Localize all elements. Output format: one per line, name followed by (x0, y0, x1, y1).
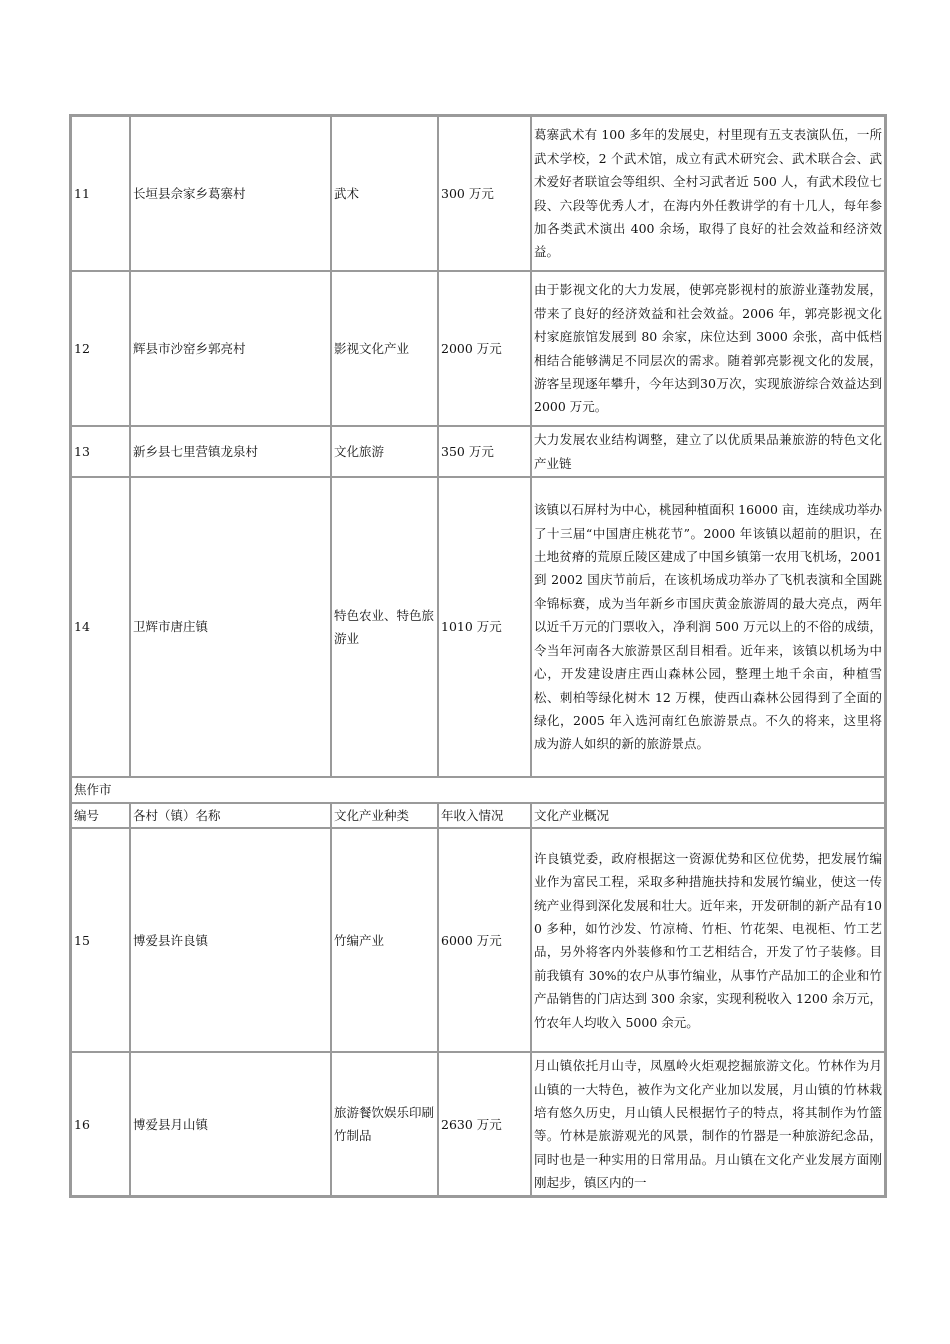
row-number: 16 (71, 1052, 130, 1196)
table-row (71, 271, 885, 426)
table-row (71, 477, 885, 777)
industry-overview: 葛寨武术有 100 多年的发展史，村里现有五支表演队伍，一所武术学校，2 个武术馆，成立有武术研究会、武术联合会、武术爱好者联谊会等组织、全村习武者近 500 人，有武术段位七段、六段等优秀人才，在海内外任教讲学的有十几人，每年参加各类武术演出 400 余场，取得了良好的社会效益和经济效益。 (531, 116, 885, 271)
industry-overview: 该镇以石屏村为中心，桃园种植面积 16000 亩，连续成功举办了十三届“中国唐庄桃花节”。2000 年该镇以超前的胆识，在土地贫瘠的荒原丘陵区建成了中国乡镇第一农用飞机场，2001 到 2002 国庆节前后，在该机场成功举办了飞机表演和全国跳伞锦标赛，成为当年新乡市国庆黄金旅游周的最大亮点，两年以近千万元的门票收入，净利润 500 万元以上的不俗的成绩，令当年河南各大旅游景区刮目相看。近年来，该镇以机场为中心，开发建设唐庄西山森林公园，整理土地千余亩，种植雪松、刺柏等绿化树木 12 万棵，使西山森林公园得到了全面的绿化，2005 年入选河南红色旅游景点。不久的将来，这里将成为游人如织的新的旅游景点。 (531, 477, 885, 777)
annual-income: 2630 万元 (438, 1052, 531, 1196)
row-number: 15 (71, 828, 130, 1052)
village-name: 卫辉市唐庄镇 (130, 477, 331, 777)
industry-type: 文化旅游 (331, 426, 438, 477)
village-name: 博爱县月山镇 (130, 1052, 331, 1196)
header-row (71, 803, 885, 828)
village-name: 辉县市沙窑乡郭亮村 (130, 271, 331, 426)
industry-type: 影视文化产业 (331, 271, 438, 426)
annual-income: 300 万元 (438, 116, 531, 271)
header-type: 文化产业种类 (331, 803, 438, 828)
header-overview: 文化产业概况 (531, 803, 885, 828)
section-row (71, 777, 885, 803)
industry-type: 特色农业、特色旅游业 (331, 477, 438, 777)
row-number: 13 (71, 426, 130, 477)
row-number: 14 (71, 477, 130, 777)
industry-overview: 月山镇依托月山寺，凤凰岭火炬观挖掘旅游文化。竹林作为月山镇的一大特色，被作为文化产业加以发展，月山镇的竹林栽培有悠久历史，月山镇人民根据竹子的特点，将其制作为竹篮等。竹林是旅游观光的风景，制作的竹器是一种旅游纪念品，同时也是一种实用的日常用品。月山镇在文化产业发展方面刚刚起步，镇区内的一 (531, 1052, 885, 1196)
header-no: 编号 (71, 803, 130, 828)
annual-income: 1010 万元 (438, 477, 531, 777)
header-name: 各村（镇）名称 (130, 803, 331, 828)
table-row (71, 828, 885, 1052)
industry-type: 竹编产业 (331, 828, 438, 1052)
table-row (71, 1052, 885, 1196)
row-number: 12 (71, 271, 130, 426)
industry-overview: 许良镇党委，政府根据这一资源优势和区位优势，把发展竹编业作为富民工程，采取多种措施扶持和发展竹编业，使这一传统产业得到深化发展和壮大。近年来，开发研制的新产品有100 多种，如竹沙发、竹凉椅、竹柜、竹花架、电视柜、竹工艺品，另外将客内外装修和竹工艺相结合，开发了竹子装修。目前我镇有 30%的农户从事竹编业，从事竹产品加工的企业和竹产品销售的门店达到 300 余家，实现利税收入 1200 余万元，竹农年人均收入 5000 余元。 (531, 828, 885, 1052)
culture-industry-table (69, 114, 887, 1198)
village-name: 长垣县佘家乡葛寨村 (130, 116, 331, 271)
table-row (71, 426, 885, 477)
village-name: 新乡县七里营镇龙泉村 (130, 426, 331, 477)
industry-overview: 由于影视文化的大力发展，使郭亮影视村的旅游业蓬勃发展，带来了良好的经济效益和社会效益。2006 年，郭亮影视文化村家庭旅馆发展到 80 余家，床位达到 3000 余张，高中低档相结合能够满足不同层次的需求。随着郭亮影视文化的发展，游客呈现逐年攀升，今年达到30万次，实现旅游综合效益达到2000 万元。 (531, 271, 885, 426)
village-name: 博爱县许良镇 (130, 828, 331, 1052)
annual-income: 2000 万元 (438, 271, 531, 426)
row-number: 11 (71, 116, 130, 271)
table-row (71, 116, 885, 271)
industry-type: 旅游餐饮娱乐印刷竹制品 (331, 1052, 438, 1196)
header-income: 年收入情况 (438, 803, 531, 828)
annual-income: 6000 万元 (438, 828, 531, 1052)
industry-overview: 大力发展农业结构调整，建立了以优质果品兼旅游的特色文化产业链 (531, 426, 885, 477)
industry-type: 武术 (331, 116, 438, 271)
section-title: 焦作市 (71, 777, 885, 803)
annual-income: 350 万元 (438, 426, 531, 477)
